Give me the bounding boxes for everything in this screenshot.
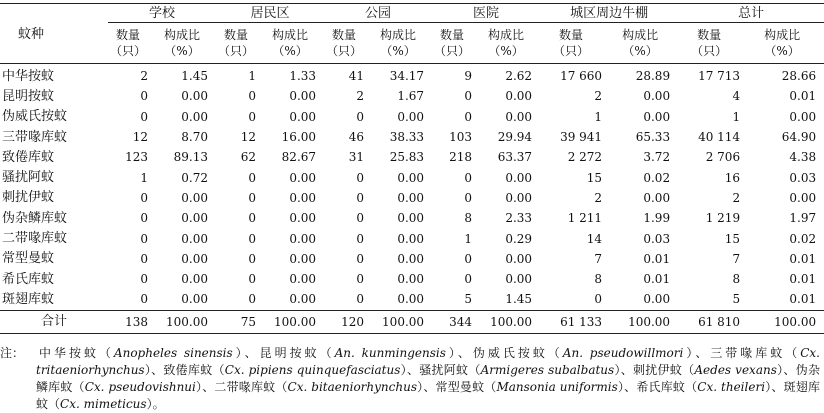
ratio-cell: 63.37 [497,150,533,165]
ratio-cell: 0.00 [397,190,425,205]
note-text: ）。 [146,397,165,411]
ratio-cell: 0.00 [789,109,817,124]
ratio-cell: 0.00 [397,292,425,307]
ratio-cell: 0.00 [181,292,209,307]
header-row-groups [0,5,824,23]
ratio-cell: 1.33 [289,69,317,84]
count-cell: 0 [356,251,365,266]
ratio-cell: 0.00 [397,272,425,287]
note-latin-name: Cx. bitaeniorhynchus [287,380,417,394]
count-cell: 0 [356,190,365,205]
count-cell: 218 [449,150,473,165]
table-row [0,208,824,228]
count-cell: 0 [464,89,473,104]
count-cell: 31 [348,150,365,165]
note-label: 注： [0,346,25,360]
count-cell: 0 [356,170,365,185]
count-cell: 0 [140,211,148,226]
note-latin-name: Cx. mimeticus [60,397,147,411]
count-cell: 5 [732,292,741,307]
ratio-cell: 34.17 [389,69,425,84]
note-text: ）、伪杂鳞库蚊（ [36,363,820,394]
ratio-cell: 4.38 [789,150,817,165]
count-cell: 1 [732,109,741,124]
ratio-cell: 0.00 [643,292,671,307]
species-name: 伪杂鳞库蚊 [2,210,68,226]
count-cell: 12 [132,130,148,145]
ratio-column-header: 构成比 （%） [602,23,678,64]
table-row [0,249,824,269]
species-name: 二带喙库蚊 [2,231,68,247]
count-cell: 12 [240,130,257,145]
count-column-header: 数量 （只） [324,23,364,64]
count-cell: 0 [248,272,257,287]
ratio-cell: 0.00 [289,190,317,205]
count-cell: 0 [594,292,603,307]
ratio-cell: 0.00 [181,231,209,246]
count-cell: 0 [356,231,365,246]
count-column-header: 数量 （只） [432,23,472,64]
table-row [0,289,824,310]
count-cell: 103 [449,130,473,145]
count-column-header: 数量 （只） [108,23,148,64]
ratio-cell: 0.00 [397,211,425,226]
ratio-column-header: 构成比 （%） [364,23,432,64]
ratio-cell: 0.00 [289,231,317,246]
ratio-cell: 0.00 [181,211,209,226]
count-cell: 2 [140,69,148,84]
species-name: 伪威氏按蚊 [2,109,68,125]
ratio-cell: 0.00 [289,251,317,266]
note-text: ）、昆明按蚊（ [232,346,335,360]
ratio-cell: 0.00 [789,190,817,205]
total-row [0,310,824,333]
note-latin-name: Mansonia uniformis [496,380,618,394]
ratio-cell: 0.00 [181,251,209,266]
count-cell: 0 [248,251,257,266]
table-row [0,147,824,167]
count-cell: 0 [356,292,365,307]
count-cell: 1 [464,231,473,246]
header-row-subcolumns [0,23,824,64]
note-text: ）、二带喙库蚊（ [195,380,288,394]
table-body [0,64,824,311]
note-latin-name: Aedes vexans [694,363,777,377]
table-note [0,345,820,413]
count-cell: 0 [464,251,473,266]
species-name: 刺扰伊蚊 [2,190,55,206]
count-cell: 7 [594,251,603,266]
species-name: 致倦库蚊 [2,149,55,165]
ratio-cell: 0.00 [181,272,209,287]
table-row [0,167,824,187]
group-header: 总计 [678,5,824,23]
ratio-cell: 0.00 [643,109,671,124]
count-cell: 0 [464,272,473,287]
count-cell: 2 272 [567,150,603,165]
ratio-cell: 0.01 [643,251,671,266]
count-cell: 17 660 [560,69,603,84]
count-column-header: 数量 （只） [540,23,602,64]
ratio-cell: 0.00 [505,109,533,124]
count-cell: 0 [356,211,365,226]
table-row [0,269,824,289]
count-cell: 15 [586,170,603,185]
group-header: 居民区 [216,5,324,23]
count-cell: 0 [248,170,257,185]
table-row [0,107,824,127]
count-cell: 2 706 [705,150,741,165]
ratio-cell: 0.00 [397,251,425,266]
table-row [0,64,824,87]
ratio-column-header: 构成比 （%） [256,23,324,64]
ratio-cell: 0.00 [397,170,425,185]
ratio-cell: 0.29 [505,231,533,246]
species-name: 昆明按蚊 [2,88,55,104]
ratio-cell: 89.13 [173,150,209,165]
count-cell: 0 [140,292,148,307]
ratio-cell: 0.00 [289,170,317,185]
count-cell: 15 [724,231,741,246]
count-cell: 41 [348,69,365,84]
ratio-cell: 1.45 [505,292,533,307]
table-top-rule [0,3,824,4]
ratio-column-header: 构成比 （%） [472,23,540,64]
note-text: ）、致倦库蚊（ [144,363,225,377]
count-cell: 0 [140,89,148,104]
species-name: 希氏库蚊 [2,271,55,287]
count-cell: 1 [594,109,603,124]
ratio-cell: 8.70 [181,130,209,145]
ratio-cell: 0.00 [505,89,533,104]
ratio-cell: 0.00 [505,170,533,185]
ratio-cell: 0.00 [505,272,533,287]
count-cell: 0 [356,272,365,287]
count-cell: 0 [248,292,257,307]
ratio-cell: 100.00 [256,310,324,333]
count-column-header: 数量 （只） [678,23,740,64]
count-cell: 0 [464,109,473,124]
table-row [0,86,824,106]
count-cell: 120 [324,310,364,333]
count-cell: 1 219 [705,211,741,226]
count-cell: 7 [732,251,741,266]
ratio-cell: 2.33 [505,211,533,226]
ratio-cell: 100.00 [740,310,824,333]
count-cell: 1 211 [567,211,603,226]
note-text: ）、骚扰阿蚊（ [400,363,481,377]
count-cell: 2 [594,89,603,104]
ratio-cell: 0.01 [789,251,817,266]
species-name: 常型曼蚊 [2,251,55,267]
ratio-column-header: 构成比 （%） [740,23,824,64]
ratio-cell: 0.00 [289,89,317,104]
note-latin-name: Cx. theileri [697,380,766,394]
ratio-cell: 65.33 [635,130,671,145]
note-latin-name: Anopheles sinensis [113,346,233,360]
ratio-cell: 0.00 [643,89,671,104]
ratio-cell: 0.00 [643,190,671,205]
count-cell: 8 [464,211,473,226]
note-latin-name: An. pseudowillmori [562,346,684,360]
ratio-cell: 29.94 [497,130,533,145]
ratio-cell: 0.03 [643,231,671,246]
table-row [0,127,824,147]
ratio-cell: 82.67 [281,150,317,165]
note-latin-name: An. kunmingensis [334,346,446,360]
note-latin-name: Cx. pseudovishnui [84,380,196,394]
ratio-cell: 0.00 [181,190,209,205]
ratio-cell: 0.72 [181,170,209,185]
count-cell: 0 [248,109,257,124]
ratio-cell: 64.90 [781,130,817,145]
ratio-cell: 0.02 [643,170,671,185]
species-name: 骚扰阿蚊 [2,170,55,186]
count-cell: 138 [108,310,148,333]
ratio-cell: 38.33 [389,130,425,145]
ratio-cell: 0.03 [789,170,817,185]
ratio-cell: 28.89 [635,69,671,84]
group-header: 公园 [324,5,432,23]
note-latin-name: Armigeres subalbatus [480,363,615,377]
ratio-cell: 1.97 [789,211,817,226]
ratio-cell: 1.45 [181,69,209,84]
count-cell: 0 [140,231,148,246]
note-text: ）、三带喙库蚊（ [683,346,801,360]
ratio-cell: 0.00 [289,211,317,226]
count-cell: 8 [732,272,741,287]
ratio-cell: 0.00 [181,109,209,124]
ratio-column-header: 构成比 （%） [148,23,216,64]
ratio-cell: 0.00 [505,190,533,205]
count-cell: 0 [248,231,257,246]
count-cell: 0 [356,109,365,124]
count-cell: 123 [125,150,148,165]
ratio-cell: 1.99 [643,211,671,226]
count-cell: 0 [464,190,473,205]
species-name: 合计 [0,310,108,333]
count-cell: 2 [732,190,741,205]
count-cell: 0 [248,89,257,104]
count-cell: 46 [348,130,365,145]
note-text: ）、斑翅库蚊（ [36,380,820,411]
note-latin-name: Cx. pipiens quinquefasciatus [224,363,401,377]
species-header: 蚊种 [0,5,108,64]
count-cell: 0 [140,251,148,266]
ratio-cell: 100.00 [472,310,540,333]
ratio-cell: 0.00 [505,251,533,266]
ratio-cell: 0.02 [789,231,817,246]
count-cell: 8 [594,272,603,287]
ratio-cell: 0.01 [643,272,671,287]
group-header: 医院 [432,5,540,23]
count-cell: 16 [724,170,741,185]
species-name: 中华按蚊 [2,68,55,84]
ratio-cell: 0.01 [789,292,817,307]
ratio-cell: 16.00 [281,130,317,145]
count-cell: 0 [248,190,257,205]
count-cell: 344 [432,310,472,333]
count-cell: 2 [356,89,365,104]
ratio-cell: 2.62 [505,69,533,84]
ratio-cell: 0.01 [789,272,817,287]
ratio-cell: 1.67 [397,89,425,104]
ratio-cell: 0.00 [289,272,317,287]
ratio-cell: 100.00 [602,310,678,333]
count-cell: 1 [140,170,148,185]
ratio-cell: 0.01 [789,89,817,104]
count-cell: 5 [464,292,473,307]
count-cell: 14 [586,231,603,246]
ratio-cell: 25.83 [389,150,425,165]
count-cell: 17 713 [698,69,741,84]
count-cell: 61 133 [540,310,602,333]
count-cell: 2 [594,190,603,205]
note-text: 中华按蚊（ [36,346,114,360]
table-row [0,228,824,248]
count-column-header: 数量 （只） [216,23,256,64]
group-header: 城区周边牛棚 [540,5,678,23]
ratio-cell: 0.00 [397,231,425,246]
count-cell: 40 114 [698,130,741,145]
note-latin-name: Cx. tritaeniorhynchus [36,346,820,377]
table-row [0,188,824,208]
data-table [0,5,824,334]
count-cell: 61 810 [678,310,740,333]
ratio-cell: 3.72 [643,150,671,165]
ratio-cell: 0.00 [289,292,317,307]
note-text: ）、希氏库蚊（ [617,380,698,394]
note-text: ）、伪威氏按蚊（ [445,346,563,360]
count-cell: 0 [140,272,148,287]
ratio-cell: 28.66 [781,69,817,84]
ratio-cell: 0.00 [181,89,209,104]
count-cell: 62 [240,150,257,165]
count-cell: 0 [464,170,473,185]
species-name: 三带喙库蚊 [2,129,68,145]
count-cell: 9 [464,69,473,84]
count-cell: 39 941 [560,130,603,145]
ratio-cell: 0.00 [397,109,425,124]
ratio-cell: 0.00 [289,109,317,124]
ratio-cell: 100.00 [148,310,216,333]
count-cell: 4 [732,89,741,104]
note-text: ）、刺扰伊蚊（ [614,363,695,377]
count-cell: 0 [140,190,148,205]
species-name: 斑翅库蚊 [2,291,55,307]
count-cell: 1 [248,69,257,84]
count-cell: 75 [216,310,256,333]
count-cell: 0 [248,211,257,226]
count-cell: 0 [140,109,148,124]
ratio-cell: 100.00 [364,310,432,333]
note-text: ）、常型曼蚊（ [416,380,497,394]
group-header: 学校 [108,5,216,23]
